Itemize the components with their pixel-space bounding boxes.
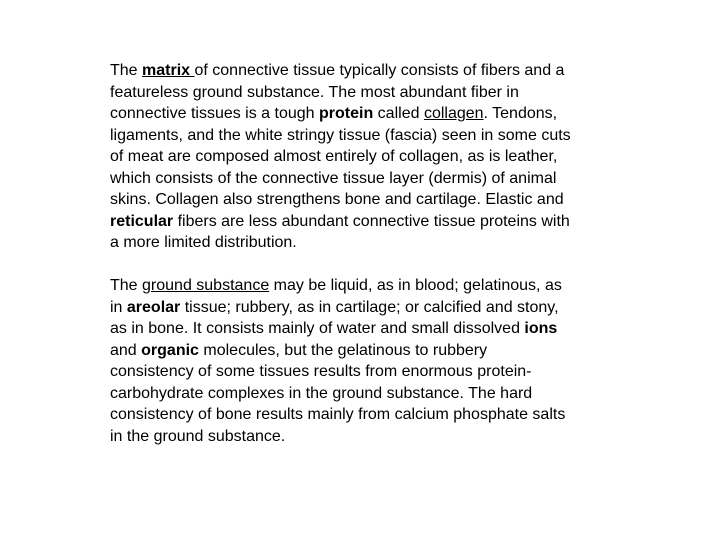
text-line: in the ground substance. bbox=[110, 427, 286, 445]
term-ground-substance: ground substance bbox=[142, 277, 270, 294]
term-collagen: collagen bbox=[423, 105, 484, 122]
text-line: and organic molecules, but the gelatinous to rubbery bbox=[110, 341, 488, 359]
term-areolar: areolar bbox=[126, 298, 181, 316]
text-line: consistency of bone results mainly from calcium phosphate salts bbox=[110, 406, 566, 423]
text-line: The ground substance may be liquid, as in blood; gelatinous, as bbox=[110, 277, 562, 294]
text-line: reticular fibers are less abundant connective tissue proteins with bbox=[110, 212, 570, 230]
text-line: The matrix of connective tissue typically consists of fibers and a bbox=[110, 62, 565, 79]
text-line: consistency of some tissues results from enormous protein- bbox=[110, 363, 532, 380]
text-line: which consists of the connective tissue layer (dermis) of animal bbox=[110, 169, 557, 187]
text-line: ligaments, and the white stringy tissue (fascia) seen in some cuts bbox=[110, 126, 571, 144]
term-organic: organic bbox=[141, 341, 199, 359]
term-ions: ions bbox=[524, 320, 558, 337]
paragraph-ground-substance bbox=[110, 275, 630, 447]
term-reticular: reticular bbox=[110, 212, 174, 230]
text-line: carbohydrate complexes in the ground substance. The hard bbox=[110, 384, 533, 402]
text-line: a more limited distribution. bbox=[110, 234, 297, 251]
text-block bbox=[110, 60, 630, 447]
term-matrix: matrix bbox=[142, 62, 195, 79]
term-protein: protein bbox=[319, 105, 374, 122]
text-line: as in bone. It consists mainly of water and small dissolved ions bbox=[110, 320, 558, 337]
text-line: skins. Collagen also strengthens bone and cartilage. Elastic and bbox=[110, 191, 564, 208]
text-line: connective tissues is a tough protein called collagen. Tendons, bbox=[110, 105, 558, 122]
text-line: featureless ground substance. The most abundant fiber in bbox=[110, 83, 519, 101]
paragraph-matrix bbox=[110, 60, 630, 254]
text-line: in areolar tissue; rubbery, as in cartilage; or calcified and stony, bbox=[110, 298, 559, 316]
text-line: of meat are composed almost entirely of collagen, as is leather, bbox=[110, 148, 558, 165]
